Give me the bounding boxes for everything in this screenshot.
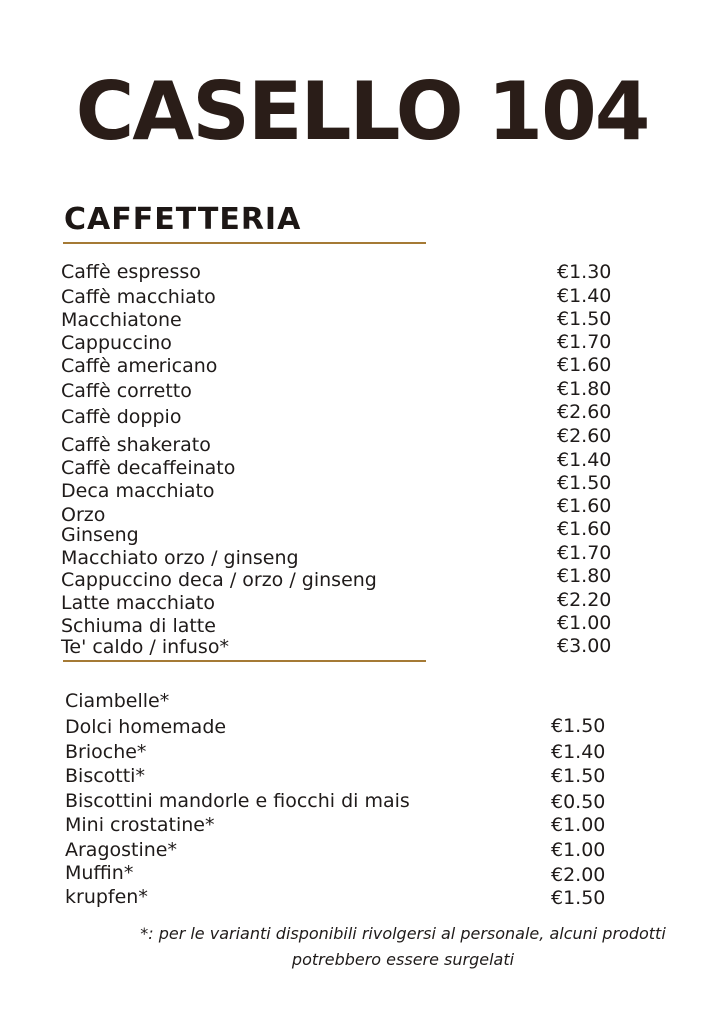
menu-item-price: €1.80 [557,378,612,400]
menu-item-name: Caffè doppio [61,406,182,428]
menu-item-name: Caffè americano [61,355,218,377]
menu-title: CASELLO 104 [75,65,649,158]
menu-item-name: Latte macchiato [61,592,215,614]
menu-item-price: €1.50 [551,765,606,787]
menu-item-price: €2.60 [557,425,612,447]
menu-item-name: Macchiato orzo / ginseng [61,547,299,569]
menu-item-price: €1.50 [551,887,606,909]
footnote: *: per le varianti disponibili rivolgersi al personale, alcuni prodotti potrebbero essere surgelati [140,924,666,969]
menu-item-name: Caffè espresso [61,261,201,283]
menu-item-name: Biscotti* [65,765,145,787]
menu-item-price: €1.40 [551,741,606,763]
menu-item-price: €1.50 [557,472,612,494]
menu-item-name: Ginseng [61,524,139,546]
menu-item-name: Dolci homemade [65,716,227,738]
menu-item-price: €1.70 [557,542,612,564]
menu-item-price: €1.00 [551,839,606,861]
menu-item-price: €1.40 [557,449,612,471]
menu-item-name: Brioche* [65,741,147,763]
menu-item-name: Caffè decaffeinato [61,457,236,479]
menu-item-name: Muffin* [65,862,134,884]
menu-item-name: Cappuccino [61,332,172,354]
menu-item-price: €2.60 [557,401,612,423]
menu-item-price: €1.70 [557,331,612,353]
section-heading-caffetteria: CAFFETTERIA [64,202,302,237]
menu-item-price: €1.50 [551,715,606,737]
menu-item-price: €1.00 [557,612,612,634]
menu-item-name: Biscottini mandorle e fiocchi di mais [65,790,410,812]
menu-item-price: €1.60 [557,495,612,517]
menu-item-name: Cappuccino deca / orzo / ginseng [61,569,377,591]
menu-item-price: €1.80 [557,565,612,587]
menu-item-name: Caffè corretto [61,380,192,402]
divider-bottom [63,660,426,662]
menu-item-name: Schiuma di latte [61,615,216,637]
menu-item-name: Te' caldo / infuso* [61,636,229,658]
menu-item-name: Mini crostatine* [65,814,215,836]
menu-item-name: Caffè shakerato [61,434,211,456]
menu-item-name: Ciambelle* [65,690,170,712]
menu-item-price: €1.60 [557,518,612,540]
divider-top [63,242,426,244]
menu-item-name: Deca macchiato [61,480,215,502]
menu-item-name: Macchiatone [61,309,182,331]
menu-item-name: Aragostine* [65,839,177,861]
menu-item-name: Caffè macchiato [61,286,216,308]
menu-item-price: €2.20 [557,589,612,611]
menu-item-price: €1.30 [557,261,612,283]
menu-item-price: €1.00 [551,814,606,836]
menu-item-price: €1.40 [557,285,612,307]
menu-item-price: €0.50 [551,791,606,813]
menu-item-name: Orzo [61,504,106,526]
menu-item-name: krupfen* [65,886,148,908]
menu-item-price: €1.60 [557,354,612,376]
menu-item-price: €3.00 [557,635,612,657]
menu-item-price: €1.50 [557,308,612,330]
menu-item-price: €2.00 [551,864,606,886]
